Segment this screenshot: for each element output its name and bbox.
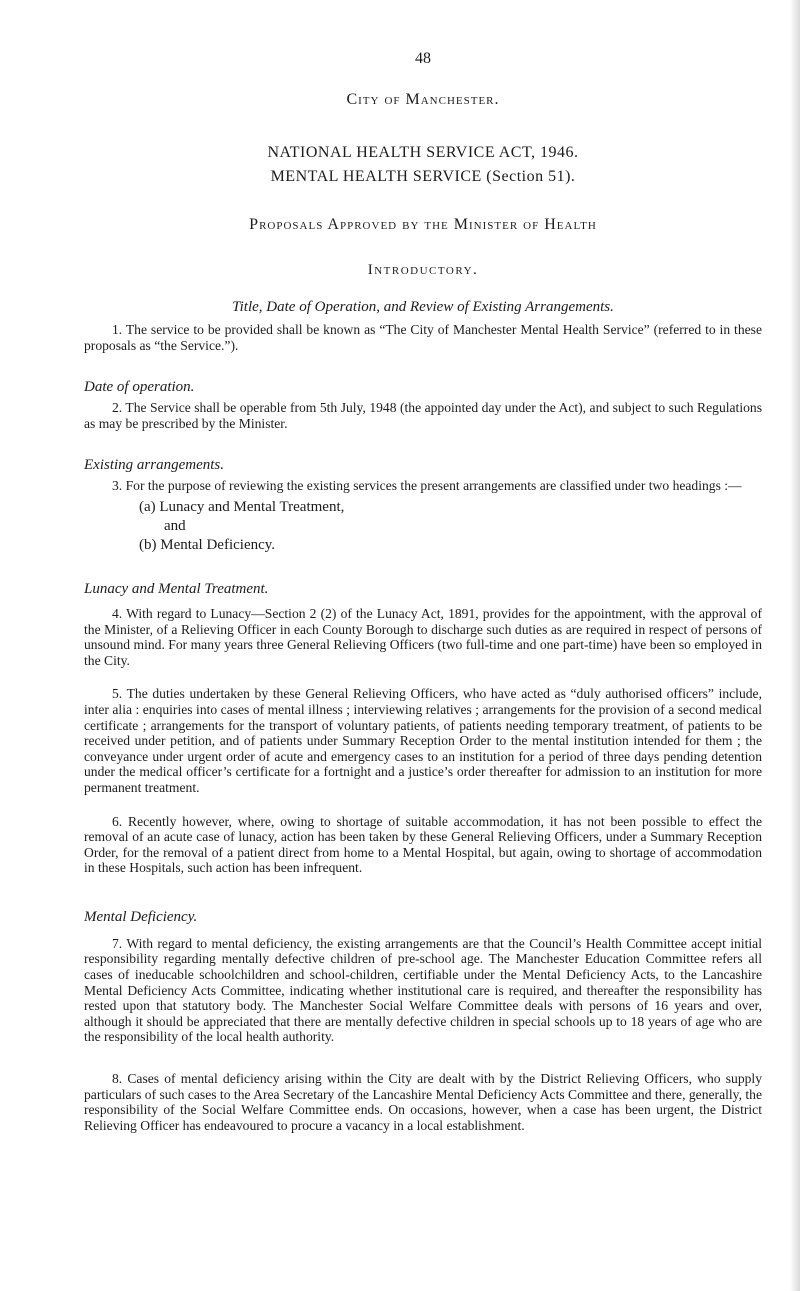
list-item-a: (a) Lunacy and Mental Treatment, <box>139 498 345 515</box>
section-title: MENTAL HEALTH SERVICE (Section 51). <box>270 168 576 185</box>
lunacy-heading: Lunacy and Mental Treatment. <box>84 580 269 597</box>
list-and: and <box>164 517 186 534</box>
existing-arrangements-heading: Existing arrangements. <box>84 457 224 474</box>
paragraph-5: 5. The duties undertaken by these General Relieving Officers, who have acted as “duly authorised officers” include, inter alia : enquiries into cases of mental illness ; interviewing relatives ; arrangements for the provision of a second medical certificate ; arrangements for the transport of voluntary patients, of patients needing temporary treatment, of patients to be received under petition, and of patients under Summary Reception Order to the mental institution intended for them ; the conveyance under urgent order of acute and emergency cases to an institution for a period of three days pending detention under the medical officer’s certificate for a fortnight and a justice’s order thereafter for admission to an institution for more permanent treatment. <box>84 686 762 795</box>
proposals-title: Proposals Approved by the Minister of Health <box>249 216 597 233</box>
introductory-heading: Introductory. <box>367 262 479 278</box>
date-of-operation-heading: Date of operation. <box>84 379 195 396</box>
paragraph-4: 4. With regard to Lunacy—Section 2 (2) of the Lunacy Act, 1891, provides for the appointment, with the approval of the Minister, of a Relieving Officer in each County Borough to discharge such duties as are required in respect of persons of unsound mind. For many years three General Relieving Officers (two full-time and one part-time) have been so employed in the City. <box>84 605 762 668</box>
mental-deficiency-heading: Mental Deficiency. <box>84 908 198 925</box>
paragraph-7: 7. With regard to mental deficiency, the existing arrangements are that the Council’s Health Committee accept initial responsibility regarding mentally defective children of pre-school age. The Manchester Education Committee refers all cases of ineducable schoolchildren and school-children, certifiable under the Mental Deficiency Acts, to the Lancashire Mental Deficiency Acts Committee, indicating whether institutional care is required, and thereafter the responsibility has rested upon that statutory body. The Manchester Social Welfare Committee deals with persons of 16 years and over, although it should be appreciated that there are mentally defective children in special schools up to 18 years of age who are the responsibility of the local health authority. <box>84 935 762 1045</box>
city-title: City of Manchester. <box>346 91 500 108</box>
page-edge-shadow <box>790 0 800 1291</box>
page-content <box>84 50 762 1133</box>
paragraph-2: 2. The Service shall be operable from 5th July, 1948 (the appointed day under the Act), and subject to such Regulations as may be prescribed by the Minister. <box>84 400 762 431</box>
paragraph-1: 1. The service to be provided shall be known as “The City of Manchester Mental Health Service” (referred to in these proposals as “the Service.”). <box>84 322 762 353</box>
act-title: NATIONAL HEALTH SERVICE ACT, 1946. <box>267 144 579 161</box>
paragraph-8: 8. Cases of mental deficiency arising within the City are dealt with by the District Relieving Officers, who supply particulars of such cases to the Area Secretary of the Lancashire Mental Deficiency Acts Committee and there, generally, the responsibility of the Social Welfare Committee ends. On occasions, however, when a case has been urgent, the District Relieving Officer has endeavoured to procure a vacancy in a local establishment. <box>84 1071 762 1133</box>
intro-subtitle: Title, Date of Operation, and Review of Existing Arrangements. <box>232 299 614 315</box>
page-number: 48 <box>415 50 431 67</box>
list-item-b: (b) Mental Deficiency. <box>139 536 276 553</box>
paragraph-6: 6. Recently however, where, owing to shortage of suitable accommodation, it has not been possible to effect the removal of an acute case of lunacy, action has been taken by these General Relieving Officers, under a Summary Reception Order, for the removal of a patient direct from home to a Mental Hospital, but again, owing to shortage of accommodation in these Hospitals, such action has been infrequent. <box>84 813 762 876</box>
paragraph-3: 3. For the purpose of reviewing the existing services the present arrangements are classified under two headings :— <box>112 478 742 494</box>
